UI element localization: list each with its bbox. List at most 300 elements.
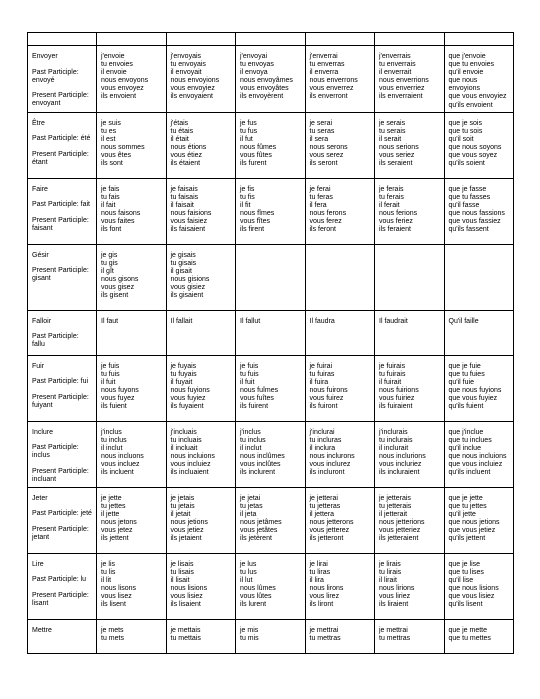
conjugation-cell [166, 244, 236, 310]
verb-info-cell [28, 178, 97, 244]
conjugation-cell [305, 46, 375, 113]
conjugation-line: nous enverrions [379, 77, 429, 85]
verb-info-cell [28, 487, 97, 553]
conjugation-line: ils feront [309, 226, 336, 234]
conjugation-line: tu gis [101, 259, 118, 267]
conjugation-cell [97, 244, 167, 310]
conjugation-line: je jetais [170, 494, 195, 502]
verb-infinitive: Gésir [32, 251, 49, 259]
conjugation-line: qu'ils fassent [448, 226, 489, 234]
conjugation-cell [166, 553, 236, 619]
conjugation-line: tu inclurais [379, 436, 413, 444]
conjugation-line: nous ferions [379, 209, 418, 217]
conjugation-line: nous incluons [101, 452, 144, 460]
verb-row [28, 421, 514, 487]
conjugation-line: vous incluiez [170, 461, 211, 469]
participle-label: Past Participle: lu [32, 576, 87, 584]
participle-label: Past Participle: fui [32, 378, 89, 386]
conjugation-cell [375, 619, 445, 653]
conjugation-cell [305, 553, 375, 619]
conjugation-line: tu fais [101, 193, 120, 201]
conjugation-cell [305, 355, 375, 421]
conjugation-line: que tu lises [448, 568, 484, 576]
conjugation-line: j'envoyai [240, 53, 268, 60]
conjugation-line: tu lirais [379, 568, 402, 576]
conjugation-line: nous fûmes [240, 143, 277, 151]
conjugation-cell [444, 310, 514, 355]
conjugation-line: nous jetterions [379, 518, 425, 526]
conjugation-line: qu'il lise [448, 576, 474, 584]
conjugation-line: tu incluais [170, 436, 202, 444]
conjugation-line: nous lisons [101, 584, 137, 592]
conjugation-line: nous jetions [170, 518, 208, 526]
conjugation-line: tu jetterais [379, 502, 412, 510]
conjugation-cell [305, 421, 375, 487]
conjugation-line: tu mis [240, 634, 259, 642]
conjugation-line: il fuirait [379, 378, 402, 386]
conjugation-line: il inclurait [379, 444, 409, 452]
conjugation-line: tu seras [309, 127, 335, 135]
conjugation-cell [166, 421, 236, 487]
conjugation-cell [97, 46, 167, 113]
conjugation-line: il sera [309, 135, 329, 143]
conjugation-cell [444, 487, 514, 553]
blank-header-cell [444, 33, 514, 46]
conjugation-line: vous fuîtes [240, 395, 274, 403]
conjugation-line: Il faudra [309, 317, 335, 325]
conjugation-line: que je fuie [448, 362, 481, 370]
conjugation-line: vous seriez [379, 152, 415, 160]
conjugation-line: tu lus [240, 568, 257, 576]
conjugation-cell [236, 46, 306, 113]
conjugation-line: il fut [240, 135, 253, 143]
conjugation-line: je fuis [240, 362, 259, 370]
conjugation-line: que tu inclues [448, 436, 492, 444]
conjugation-line: il faisait [170, 201, 194, 209]
conjugation-line: vous fuyiez [170, 395, 206, 403]
conjugation-line: il lut [240, 576, 253, 584]
conjugation-line: ils incluaient [170, 469, 209, 477]
conjugation-line: vous jetterez [309, 527, 350, 535]
conjugation-line: je ferais [379, 185, 404, 193]
conjugation-line: ils font [101, 226, 122, 234]
blank-header-cell [97, 33, 167, 46]
conjugation-cell [444, 244, 514, 310]
participle-label: Past Participle: fait [32, 201, 90, 209]
conjugation-cell [444, 421, 514, 487]
conjugation-line: je gis [101, 251, 118, 259]
conjugation-line: ils liront [309, 601, 334, 609]
conjugation-line: tu jettes [101, 502, 126, 510]
conjugation-line: vous êtes [101, 152, 131, 160]
conjugation-cell [375, 553, 445, 619]
conjugation-line: ils sont [101, 160, 123, 168]
conjugation-line: tu fuis [101, 370, 120, 378]
conjugation-cell [305, 112, 375, 178]
conjugation-line: je fais [101, 185, 120, 193]
conjugation-cell [375, 355, 445, 421]
conjugation-line: que vous soyez [448, 152, 498, 160]
conjugation-line: vous envoyâtes [240, 85, 289, 93]
participle-label: Past Participle: envoyé [32, 68, 79, 84]
verb-infinitive: Lire [32, 560, 44, 568]
conjugation-line: j'étais [170, 119, 189, 127]
conjugation-line: vous envoyez [101, 85, 144, 93]
conjugation-line: nous incluions [170, 452, 215, 460]
conjugation-line: vous ferez [309, 218, 342, 226]
conjugation-line: tu serais [379, 127, 406, 135]
conjugation-line: nous gisions [170, 275, 210, 283]
conjugation-line: je lirais [379, 560, 401, 568]
conjugation-line: ils liraient [379, 601, 409, 609]
conjugation-line: ils fuiront [309, 403, 338, 411]
conjugation-line: qu'il envoie [448, 69, 484, 77]
conjugation-line: vous lûtes [240, 593, 272, 601]
conjugation-line: nous jetâmes [240, 518, 282, 526]
conjugation-line: nous jetons [101, 518, 137, 526]
conjugation-cell [375, 487, 445, 553]
conjugation-line: il était [170, 135, 189, 143]
conjugation-line: vous faisiez [170, 218, 208, 226]
conjugation-line: ils inclurent [240, 469, 276, 477]
conjugation-line: j'envoyais [170, 53, 202, 60]
verb-row [28, 355, 514, 421]
participle-label: Present Participle: lisant [32, 591, 89, 607]
conjugation-line: tu fuirais [379, 370, 406, 378]
conjugation-cell [97, 553, 167, 619]
conjugation-line: je mettrai [309, 626, 339, 634]
conjugation-line: je serai [309, 119, 333, 127]
conjugation-cell [236, 310, 306, 355]
conjugation-line: que je lise [448, 560, 481, 568]
participle-label: Present Participle: gisant [32, 267, 89, 283]
conjugation-cell [236, 421, 306, 487]
conjugation-line: ils étaient [170, 160, 201, 168]
conjugation-line: je faisais [170, 185, 198, 193]
conjugation-line: nous fuîmes [240, 386, 279, 394]
conjugation-line: vous fûtes [240, 152, 272, 160]
conjugation-cell [444, 112, 514, 178]
conjugation-cell [166, 310, 236, 355]
conjugation-line: il fuira [309, 378, 329, 386]
conjugation-line: tu gisais [170, 259, 197, 267]
conjugation-line: il lirait [379, 576, 397, 584]
conjugation-line: vous lisez [101, 593, 132, 601]
verb-info-cell [28, 244, 97, 310]
conjugation-line: tu jetas [240, 502, 263, 510]
conjugation-line: tu es [101, 127, 117, 135]
conjugation-line: que vous fuyiez [448, 395, 498, 403]
conjugation-line: vous lisiez [170, 593, 203, 601]
verb-infinitive: Envoyer [32, 53, 58, 60]
conjugation-cell [166, 46, 236, 113]
conjugation-line: vous incluez [101, 461, 140, 469]
verb-info-cell [28, 112, 97, 178]
conjugation-line: nous jetterons [309, 518, 354, 526]
verb-info-cell [28, 46, 97, 113]
conjugation-line: je jetai [240, 494, 261, 502]
conjugation-cell [97, 619, 167, 653]
conjugation-line: qu'il fuie [448, 378, 474, 386]
conjugation-line: ils feraient [379, 226, 411, 234]
conjugation-line: que nous jetions [448, 518, 500, 526]
conjugation-line: je mets [101, 626, 124, 634]
conjugation-line: vous incluriez [379, 461, 422, 469]
conjugation-line: j'enverrais [379, 53, 411, 60]
conjugation-cell [444, 178, 514, 244]
conjugation-cell [375, 112, 445, 178]
conjugation-line: Il fallait [170, 317, 193, 325]
conjugation-line: qu'ils lisent [448, 601, 483, 609]
conjugation-line: il est [101, 135, 116, 143]
blank-header-cell [166, 33, 236, 46]
conjugation-line: nous faisions [170, 209, 212, 217]
conjugation-line: je gisais [170, 251, 196, 259]
conjugation-line: ils gisaient [170, 292, 204, 300]
conjugation-line: nous faisons [101, 209, 141, 217]
conjugation-line: tu jetteras [309, 502, 341, 510]
conjugation-line: que j'inclue [448, 428, 484, 436]
conjugation-line: tu mettais [170, 634, 201, 642]
conjugation-line: j'envoie [101, 53, 125, 60]
conjugation-line: il lit [101, 576, 112, 584]
conjugation-line: que vous jetiez [448, 527, 496, 535]
conjugation-cell [97, 487, 167, 553]
conjugation-line: nous fuyions [170, 386, 210, 394]
conjugation-line: ils seront [309, 160, 338, 168]
conjugation-line: vous étiez [170, 152, 203, 160]
conjugation-line: vous envoyiez [170, 85, 215, 93]
conjugation-cell [444, 619, 514, 653]
conjugation-line: ils envoient [101, 93, 137, 101]
conjugation-line: je fis [240, 185, 255, 193]
conjugation-line: je mis [240, 626, 259, 634]
conjugation-cell [375, 310, 445, 355]
verb-infinitive: Falloir [32, 317, 52, 325]
conjugation-cell [444, 355, 514, 421]
conjugation-line: ils fuyaient [170, 403, 204, 411]
blank-header-row [28, 33, 514, 46]
conjugation-line: qu'ils incluent [448, 469, 491, 477]
conjugation-line: que tu mettes [448, 634, 491, 642]
conjugation-line: nous sommes [101, 143, 145, 151]
conjugation-line: que nous fassions [448, 209, 505, 217]
conjugation-line: il fit [240, 201, 251, 209]
conjugation-line: ils fuiraient [379, 403, 413, 411]
conjugation-line: il envoya [240, 69, 268, 77]
conjugation-cell [305, 619, 375, 653]
conjugation-line: il jeta [240, 510, 257, 518]
conjugation-line: ils jettent [101, 535, 129, 543]
verb-row [28, 112, 514, 178]
conjugation-line: tu fus [240, 127, 258, 135]
conjugation-line: ils enverraient [379, 93, 423, 101]
conjugation-line: vous enverrez [309, 85, 354, 93]
conjugation-line: ils seraient [379, 160, 413, 168]
conjugation-cell [97, 310, 167, 355]
conjugation-line: nous envoyons [101, 77, 149, 85]
conjugation-line: il gisait [170, 267, 192, 275]
conjugation-line: vous gisiez [170, 284, 206, 292]
conjugation-line: vous fîtes [240, 218, 270, 226]
conjugation-line: je fuirais [379, 362, 406, 370]
conjugation-line: il enverra [309, 69, 339, 77]
conjugation-line: nous inclurions [379, 452, 426, 460]
conjugation-line: il jettera [309, 510, 335, 518]
conjugation-line: j'enverrai [309, 53, 338, 60]
conjugation-line: je lus [240, 560, 257, 568]
conjugation-line: ils envoyaient [170, 93, 213, 101]
conjugation-line: il fait [101, 201, 116, 209]
conjugation-line: nous lisions [170, 584, 208, 592]
conjugation-line: il serait [379, 135, 402, 143]
conjugation-line: vous jetiez [170, 527, 204, 535]
conjugation-line: tu mettras [379, 634, 411, 642]
conjugation-cell [236, 244, 306, 310]
conjugation-line: ils envoyèrent [240, 93, 284, 101]
verb-info-cell [28, 355, 97, 421]
conjugation-line: tu fuiras [309, 370, 335, 378]
conjugation-line: vous fuirez [309, 395, 344, 403]
conjugation-line: qu'il fasse [448, 201, 480, 209]
conjugation-line: ils lisent [101, 601, 126, 609]
conjugation-line: que nous lisions [448, 584, 499, 592]
conjugation-cell [236, 487, 306, 553]
conjugation-line: vous enverriez [379, 85, 425, 93]
conjugation-line: que vous incluiez [448, 461, 503, 469]
conjugation-line: il enverrait [379, 69, 412, 77]
conjugation-line: nous fuirons [309, 386, 348, 394]
conjugation-line: il envoie [101, 69, 127, 77]
conjugation-line: tu mets [101, 634, 124, 642]
conjugation-line: tu enverrais [379, 61, 416, 69]
conjugation-line: nous fuirions [379, 386, 419, 394]
conjugation-line: ils jetteront [309, 535, 344, 543]
conjugation-line: vous jetez [101, 527, 133, 535]
conjugation-line: j'inclurai [309, 428, 335, 436]
conjugation-line: qu'il jette [448, 510, 476, 518]
conjugation-line: ils fuirent [240, 403, 269, 411]
verb-infinitive: Fuir [32, 362, 45, 370]
conjugation-line: que tu jettes [448, 502, 487, 510]
verb-infinitive: Mettre [32, 626, 52, 634]
participle-label: Present Participle: fuiyant [32, 393, 89, 409]
conjugation-cell [166, 112, 236, 178]
conjugation-line: ils incluront [309, 469, 345, 477]
conjugation-line: que nous fuyions [448, 386, 502, 394]
participle-label: Present Participle: faisant [32, 216, 89, 232]
conjugation-line: tu fuyais [170, 370, 197, 378]
conjugation-line: vous jetâtes [240, 527, 278, 535]
conjugation-line: vous liriez [379, 593, 411, 601]
participle-label: Present Participle: étant [32, 150, 89, 166]
conjugation-cell [444, 46, 514, 113]
conjugation-line: tu ferais [379, 193, 404, 201]
blank-header-cell [236, 33, 306, 46]
conjugation-line: que tu fuies [448, 370, 485, 378]
conjugation-line: il inclura [309, 444, 336, 452]
conjugation-cell [375, 244, 445, 310]
conjugation-line: ils lurent [240, 601, 267, 609]
conjugation-line: il envoyait [170, 69, 202, 77]
document-page [27, 32, 514, 654]
conjugation-line: nous inclurons [309, 452, 355, 460]
conjugation-line: vous serez [309, 152, 344, 160]
conjugation-line: je serais [379, 119, 406, 127]
conjugation-cell [97, 112, 167, 178]
conjugation-line: ils incluent [101, 469, 134, 477]
participle-label: Past Participle: jeté [32, 510, 92, 518]
conjugation-line: il lisait [170, 576, 190, 584]
verb-row [28, 619, 514, 653]
conjugation-line: il jetait [170, 510, 191, 518]
conjugation-line: que tu envoies [448, 61, 495, 69]
conjugation-line: qu'il soit [448, 135, 474, 143]
conjugation-cell [236, 619, 306, 653]
conjugation-line: vous gisez [101, 284, 135, 292]
participle-label: Present Participle: envoyant [32, 92, 89, 108]
conjugation-line: ils firent [240, 226, 265, 234]
participle-label: Present Participle: jetant [32, 525, 89, 541]
conjugation-table [27, 32, 514, 654]
conjugation-line: que je mette [448, 626, 488, 634]
conjugation-line: tu inclus [240, 436, 266, 444]
verb-infinitive: Jeter [32, 494, 48, 502]
conjugation-line: il inclut [240, 444, 262, 452]
conjugation-line: je lisais [170, 560, 194, 568]
conjugation-line: il gît [101, 267, 114, 275]
conjugation-line: il jette [101, 510, 120, 518]
conjugation-cell [236, 178, 306, 244]
conjugation-line: il fuit [101, 378, 116, 386]
conjugation-cell [305, 487, 375, 553]
conjugation-line: tu étais [170, 127, 194, 135]
conjugation-cell [166, 178, 236, 244]
conjugation-line: je fuirai [309, 362, 333, 370]
participle-label: Past Participle: fallu [32, 333, 79, 349]
conjugation-line: je jette [101, 494, 122, 502]
verb-info-cell [28, 310, 97, 355]
conjugation-line: je mettrai [379, 626, 408, 634]
conjugation-line: nous fuyons [101, 386, 139, 394]
conjugation-line: tu jetais [170, 502, 195, 510]
verb-info-cell [28, 553, 97, 619]
conjugation-line: tu liras [309, 568, 331, 576]
conjugation-line: nous enverrons [309, 77, 358, 85]
conjugation-line: nous fîmes [240, 209, 275, 217]
conjugation-line: tu envoyas [240, 61, 274, 69]
conjugation-cell [375, 46, 445, 113]
participle-label: Present Participle: incluant [32, 467, 89, 484]
conjugation-line: ils faisaient [170, 226, 206, 234]
conjugation-line: que nous soyons [448, 143, 502, 151]
conjugation-line: qu'ils soient [448, 160, 485, 168]
conjugation-line: ils furent [240, 160, 267, 168]
conjugation-line: il fera [309, 201, 327, 209]
conjugation-cell [166, 355, 236, 421]
conjugation-line: tu fis [240, 193, 255, 201]
conjugation-line: il fuit [240, 378, 255, 386]
conjugation-line: ils jetèrent [240, 535, 272, 543]
conjugation-line: tu incluras [309, 436, 342, 444]
conjugation-cell [305, 244, 375, 310]
conjugation-cell [236, 112, 306, 178]
conjugation-line: ils fuient [101, 403, 127, 411]
conjugation-line: nous ferons [309, 209, 347, 217]
conjugation-line: il ferait [379, 201, 400, 209]
conjugation-line: que j'envoie [448, 53, 486, 60]
conjugation-line: vous inclûtes [240, 461, 281, 469]
